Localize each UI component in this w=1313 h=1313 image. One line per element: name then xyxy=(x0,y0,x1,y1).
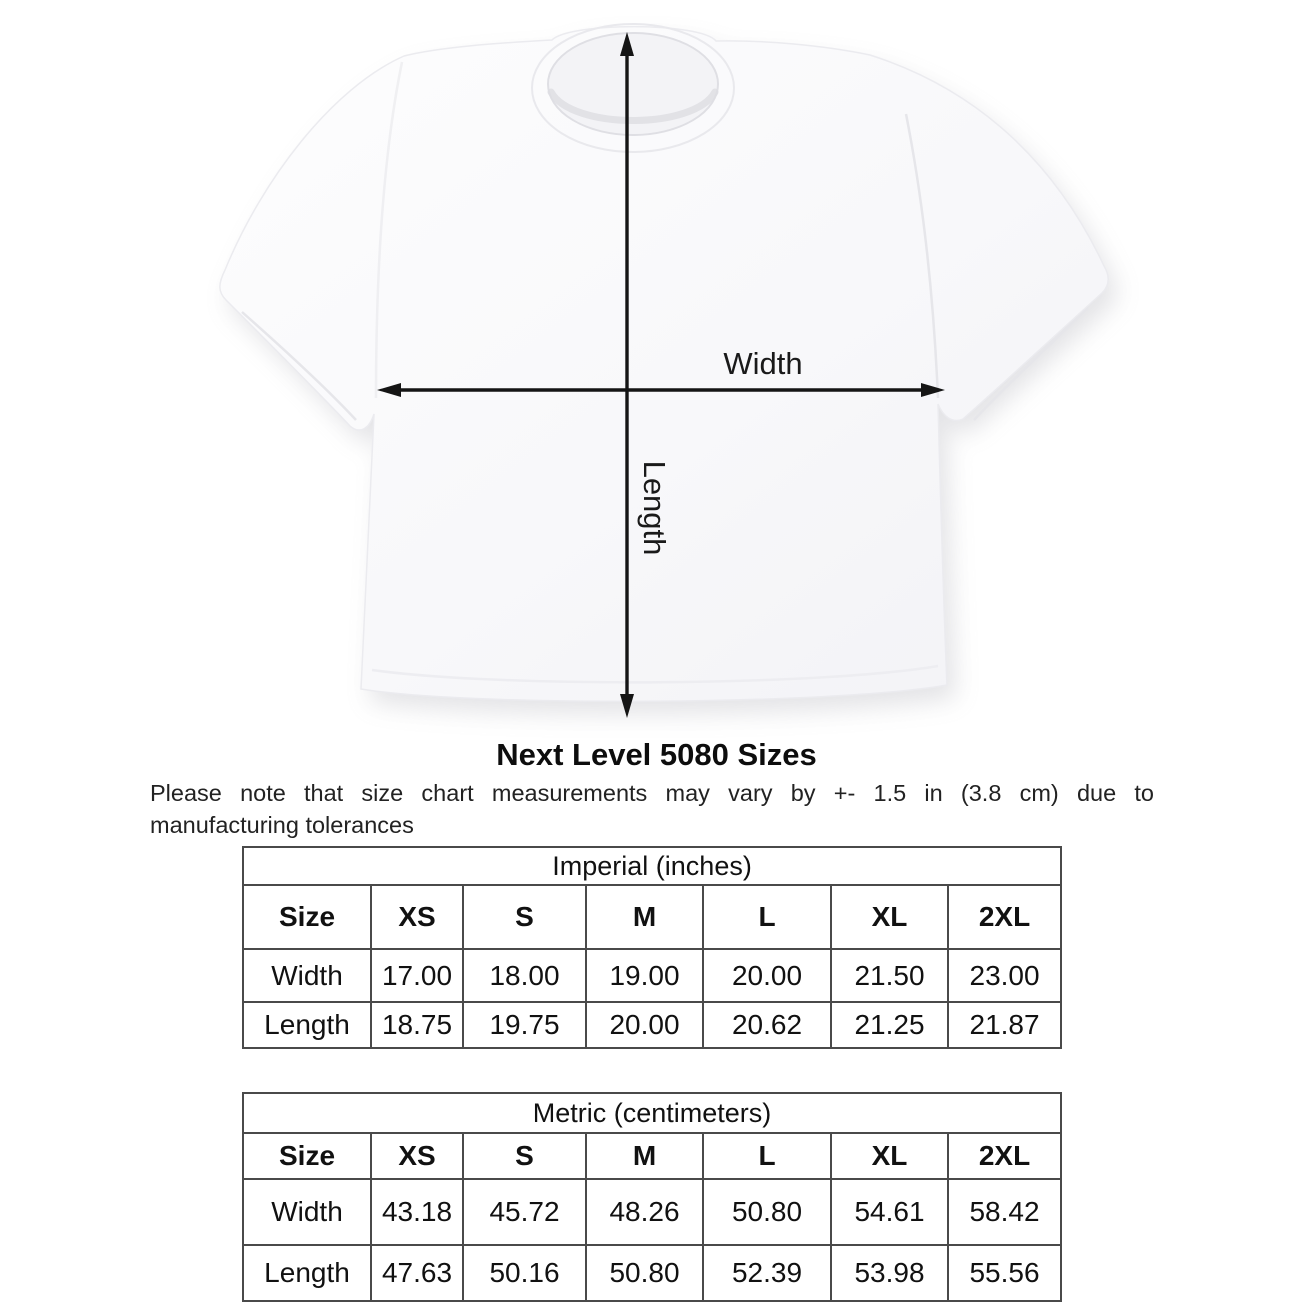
length-label: Length xyxy=(637,460,672,556)
cell: 54.61 xyxy=(831,1179,948,1245)
imperial-table-title: Imperial (inches) xyxy=(243,847,1061,885)
metric-table xyxy=(242,1092,1062,1302)
tolerance-note-line1: Please note that size chart measurements may vary by +- 1.5 in (3.8 cm) due to xyxy=(150,780,1154,806)
cell: 17.00 xyxy=(371,949,463,1002)
cell: 21.25 xyxy=(831,1002,948,1048)
metric-length-row xyxy=(243,1245,1061,1301)
cell: 58.42 xyxy=(948,1179,1061,1245)
cell: 50.16 xyxy=(463,1245,586,1301)
cell: 20.62 xyxy=(703,1002,831,1048)
page-title: Next Level 5080 Sizes xyxy=(496,737,817,772)
imperial-table xyxy=(242,846,1062,1049)
cell: 18.75 xyxy=(371,1002,463,1048)
cell: 20.00 xyxy=(703,949,831,1002)
col-header-l: L xyxy=(703,1133,831,1179)
cell: 50.80 xyxy=(586,1245,703,1301)
metric-width-row xyxy=(243,1179,1061,1245)
cell: 21.87 xyxy=(948,1002,1061,1048)
row-label: Length xyxy=(243,1245,371,1301)
col-header-m: M xyxy=(586,1133,703,1179)
cell: 45.72 xyxy=(463,1179,586,1245)
cell: 50.80 xyxy=(703,1179,831,1245)
col-header-xs: XS xyxy=(371,1133,463,1179)
cell: 19.00 xyxy=(586,949,703,1002)
row-label: Length xyxy=(243,1002,371,1048)
cell: 53.98 xyxy=(831,1245,948,1301)
imperial-width-row xyxy=(243,949,1061,1002)
imperial-length-row xyxy=(243,1002,1061,1048)
cell: 20.00 xyxy=(586,1002,703,1048)
cell: 43.18 xyxy=(371,1179,463,1245)
cell: 55.56 xyxy=(948,1245,1061,1301)
cell: 23.00 xyxy=(948,949,1061,1002)
metric-table-title: Metric (centimeters) xyxy=(243,1093,1061,1133)
col-header-m: M xyxy=(586,885,703,949)
cell: 21.50 xyxy=(831,949,948,1002)
col-header-s: S xyxy=(463,885,586,949)
col-header-xs: XS xyxy=(371,885,463,949)
cell: 52.39 xyxy=(703,1245,831,1301)
collar xyxy=(532,24,734,152)
col-header-2xl: 2XL xyxy=(948,885,1061,949)
cell: 18.00 xyxy=(463,949,586,1002)
col-header-xl: XL xyxy=(831,1133,948,1179)
tolerance-note xyxy=(150,777,1154,841)
col-header-xl: XL xyxy=(831,885,948,949)
row-label: Width xyxy=(243,949,371,1002)
col-header-l: L xyxy=(703,885,831,949)
row-label: Width xyxy=(243,1179,371,1245)
width-label: Width xyxy=(723,346,803,381)
metric-header-row xyxy=(243,1133,1061,1179)
cell: 48.26 xyxy=(586,1179,703,1245)
tolerance-note-line2: manufacturing tolerances xyxy=(150,812,414,838)
col-header-2xl: 2XL xyxy=(948,1133,1061,1179)
imperial-title-row xyxy=(243,847,1061,885)
col-header-s: S xyxy=(463,1133,586,1179)
col-header-size: Size xyxy=(243,885,371,949)
col-header-size: Size xyxy=(243,1133,371,1179)
metric-title-row xyxy=(243,1093,1061,1133)
cell: 47.63 xyxy=(371,1245,463,1301)
imperial-header-row xyxy=(243,885,1061,949)
cell: 19.75 xyxy=(463,1002,586,1048)
